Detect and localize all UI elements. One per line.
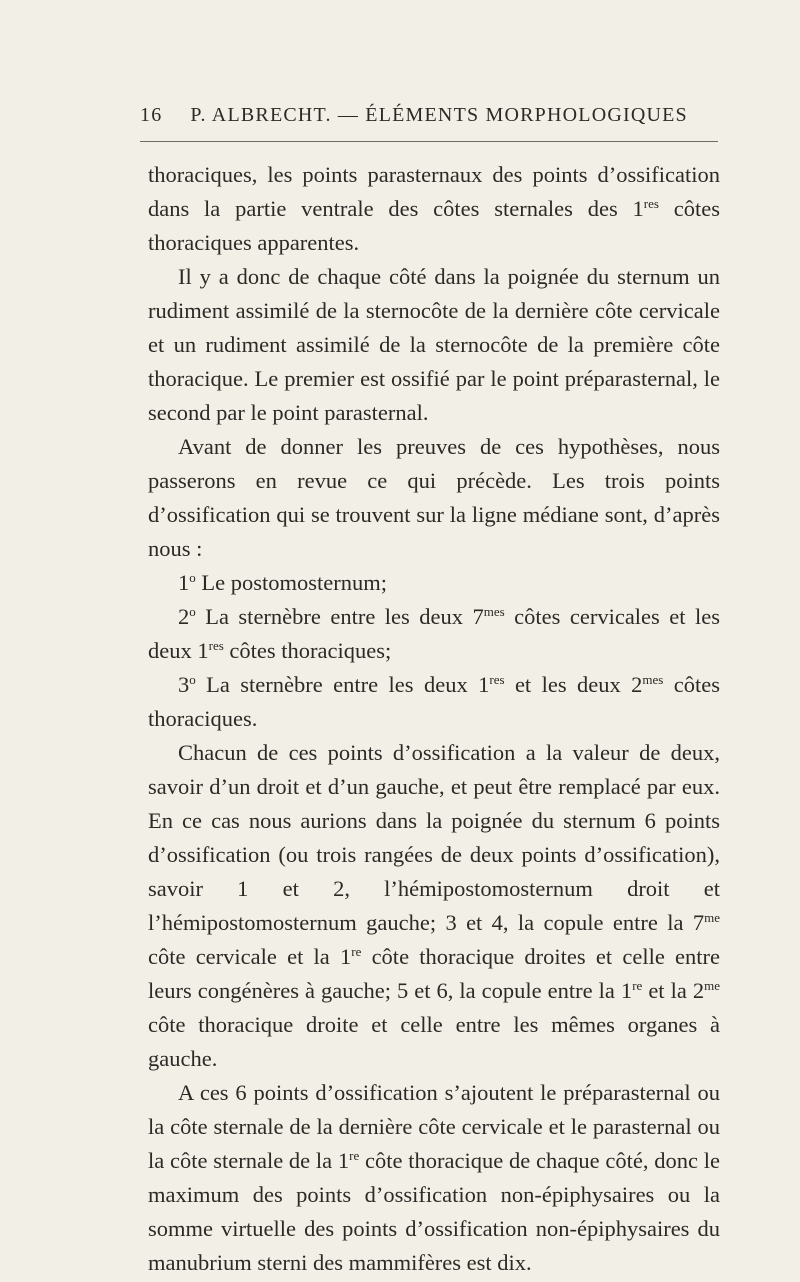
body-text (148, 158, 720, 1280)
list-item-1: 1$^o$ Le postomosternum; (178, 570, 387, 595)
paragraph-six-points: Chacun de ces points d’ossification a la valeur de deux, savoir d’un droit et d’un gauche, et peut être remplacé par eux. En ce cas nous aurions dans la poignée du sternum 6 points d’ossification (ou trois rangées de deux points d’ossification), savoir 1 et 2, l’hémipostomosternum droit et l’hémipostomosternum gauche; 3 et 4, la copule entre la $7^{me}$ côte cervicale et la 1re côte thoracique droites et celle entre leurs congénères à gauche; 5 et 6, la copule entre la 1re et la $2^{me}$ côte thoracique droite et celle entre les mêmes organes à gauche. (148, 740, 720, 1071)
running-title: P. ALBRECHT. — ÉLÉMENTS MORPHOLOGIQUES (190, 104, 688, 126)
paragraph-rudiments: Il y a donc de chaque côté dans la poignée du sternum un rudiment assimilé de la sternocôte de la dernière côte cervicale et un rudiment assimilé de la sternocôte de la première côte thoracique. Le premier est ossifié par le point préparasternal, le second par le point parasternal. (148, 264, 720, 425)
header-rule (140, 141, 718, 142)
page-number: 16 (140, 104, 163, 126)
list-item-3: 3$^o$ La sternèbre entre les deux 1res et les deux $2^{mes}$ côtes thoraciques. (148, 672, 721, 731)
list-item-2: 2$^o$ La sternèbre entre les deux $7^{mes}$ côtes cervicales et les deux 1res côtes thoraciques; (148, 604, 720, 663)
paragraph-conclusion: A ces 6 points d’ossification s’ajoutent le préparasternal ou la côte sternale de la dernière côte cervicale et le parasternal ou la côte sternale de la 1re côte thoracique de chaque côté, donc le maximum des points d’ossification non-épiphysaires ou la somme virtuelle des points d’ossification non-épiphysaires du manubrium sterni des mammifères est dix. (148, 1080, 720, 1275)
running-header (140, 104, 720, 127)
paragraph-continued: thoraciques, les points parasternaux des points d’ossification dans la partie ventrale des côtes sternales des 1res côtes thoraciques apparentes. (148, 162, 720, 255)
paragraph-review: Avant de donner les preuves de ces hypothèses, nous passerons en revue ce qui précède. Les trois points d’ossification qui se trouvent sur la ligne médiane sont, d’après nous : (148, 434, 720, 561)
